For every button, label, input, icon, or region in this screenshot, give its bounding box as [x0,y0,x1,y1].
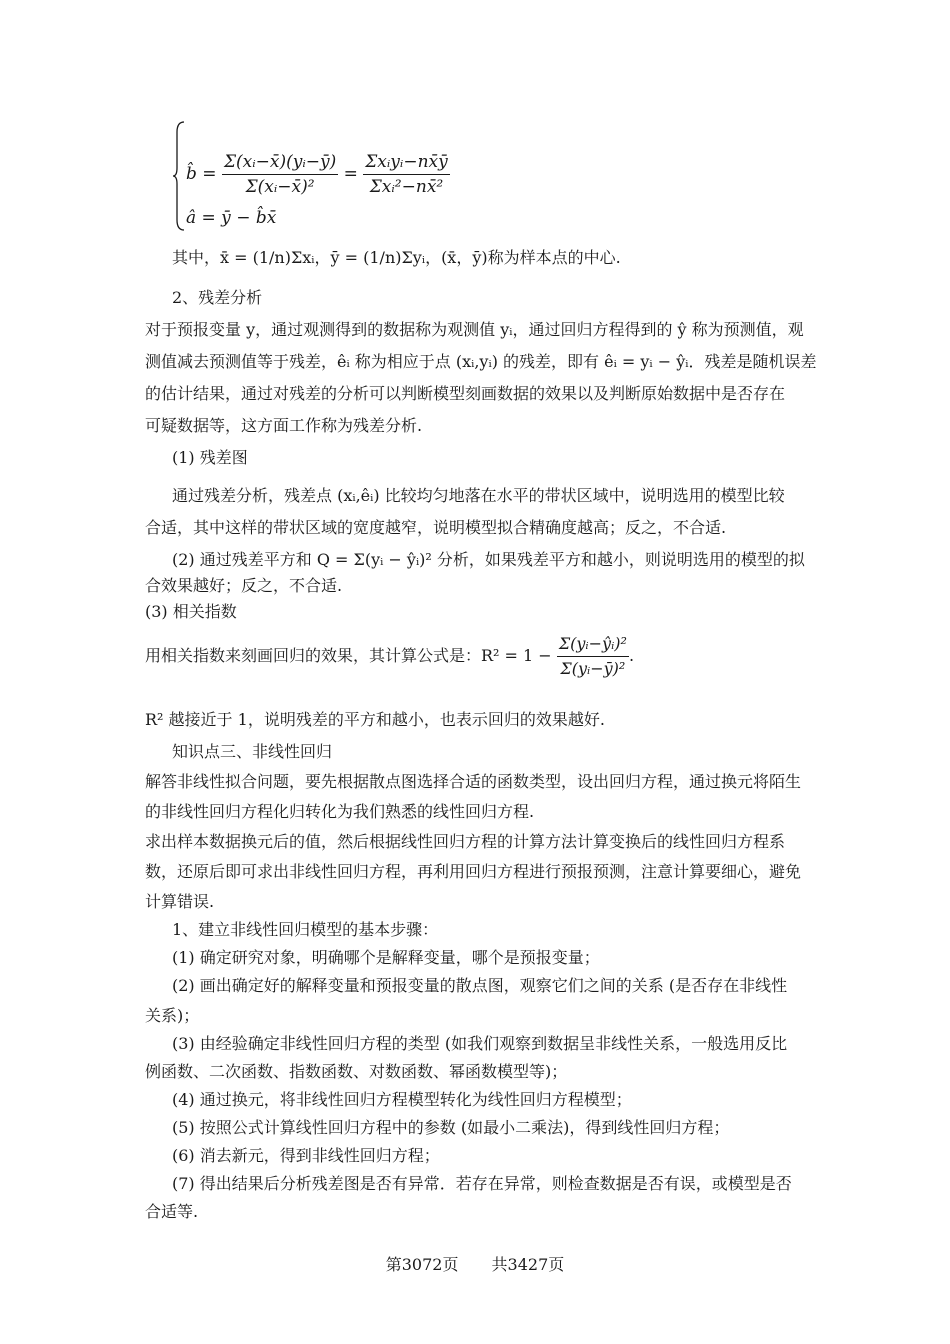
text-line: 的非线性回归方程化归转化为我们熟悉的线性回归方程. [145,802,535,821]
page-number: 第3072页 [385,1255,459,1274]
r2-fraction: $\frac{\text{Σ(yᵢ−ŷᵢ)²}}{\text{Σ(yᵢ−ȳ)²}}$ [558,634,627,678]
b-fraction-2: $\frac{\text{Σxᵢyᵢ−nx̄ȳ}}{\text{Σxᵢ²−nx̄²}}$ [365,152,448,197]
subsection-heading: (3) 相关指数 [145,602,237,621]
text-line: (2) 通过残差平方和 Q = Σ(yᵢ − ŷᵢ)² 分析，如果残差平方和越小，则说明选用的模型的拟 [172,550,805,569]
text-line: 解答非线性拟合问题，要先根据散点图选择合适的函数类型，设出回归方程，通过换元将陌生 [145,772,802,791]
text-line: 合效果越好；反之，不合适. [145,576,343,595]
text-line: 例函数、二次函数、指数函数、对数函数、幂函数模型等)； [145,1062,568,1081]
section-heading: 2、残差分析 [172,288,263,307]
text-line: 其中，x̄ = (1/n)Σxᵢ，ȳ = (1/n)Σyᵢ，(x̄，ȳ)称为样本点的中心. [172,248,621,267]
r2-formula-line: 用相关指数来刻画回归的效果，其计算公式是：R² = 1 − $\frac{\text{Σ(yᵢ−ŷᵢ)²}}{\text{Σ(yᵢ−ȳ)²}}$ . [145,632,634,681]
step-item: (6) 消去新元，得到非线性回归方程； [172,1146,440,1165]
step-item: (5) 按照公式计算线性回归方程中的参数 (如最小二乘法)，得到线性回归方程； [172,1118,730,1137]
text-line: 数，还原后即可求出非线性回归方程，再利用回归方程进行预报预测，注意计算要细心，避免 [145,862,802,881]
step-item: (7) 得出结果后分析残差图是否有异常．若存在异常，则检查数据是否有误，或模型是否 [172,1174,792,1193]
text-line: 合适等. [145,1202,199,1221]
step-item: (2) 画出确定好的解释变量和预报变量的散点图，观察它们之间的关系 (是否存在非线性 [172,976,788,995]
total-pages: 共3427页 [491,1255,565,1274]
text-line: R² 越接近于 1，说明残差的平方和越小，也表示回归的效果越好. [145,710,605,729]
text-line: 求出样本数据换元后的值，然后根据线性回归方程的计算方法计算变换后的线性回归方程系 [145,832,786,851]
r2-formula-text: 用相关指数来刻画回归的效果，其计算公式是：R² = 1 − [145,646,552,665]
text-line: 关系)； [145,1006,200,1025]
text-line: 计算错误. [145,892,215,911]
text-line: 测值减去预测值等于残差，êᵢ 称为相应于点 (xᵢ,yᵢ) 的残差，即有 êᵢ = yᵢ − ŷᵢ．残差是随机误差 [145,352,817,371]
text-line: 的估计结果，通过对残差的分析可以判断模型刻画数据的效果以及判断原始数据中是否存在 [145,384,786,403]
left-brace [172,120,186,232]
step-item: (1) 确定研究对象，明确哪个是解释变量，哪个是预报变量； [172,948,600,967]
text-line: 合适，其中这样的带状区域的宽度越窄，说明模型拟合精确度越高；反之，不合适. [145,518,727,537]
subsection-heading: (1) 残差图 [172,448,248,467]
text-line: 通过残差分析，残差点 (xᵢ,êᵢ) 比较均匀地落在水平的带状区域中，说明选用的模型比较 [172,486,785,505]
b-fraction-1: $\frac{\text{Σ(xᵢ−x̄)(yᵢ−ȳ)}}{\text{Σ(xᵢ−x̄)²}}$ [223,152,337,197]
step-item: (3) 由经验确定非线性回归方程的类型 (如我们观察到数据呈非线性关系，一般选用反比 [172,1034,788,1053]
text-line: 对于预报变量 y，通过观测得到的数据称为观测值 yᵢ，通过回归方程得到的 ŷ 称为预测值，观 [145,320,804,339]
text-line: 可疑数据等，这方面工作称为残差分析. [145,416,423,435]
section-heading: 知识点三、非线性回归 [172,742,333,761]
page-footer [0,1252,950,1275]
step-item: (4) 通过换元，将非线性回归方程模型转化为线性回归方程模型； [172,1090,632,1109]
b-hat-symbol: b̂ [186,164,197,184]
section-heading: 1、建立非线性回归模型的基本步骤： [172,920,439,939]
a-hat-formula: â = ȳ − b̂x̄ [186,208,277,228]
regression-coefficient-formula: b̂ = $\frac{\text{Σ(xᵢ−x̄)(yᵢ−ȳ)}}{\text{Σ(xᵢ−x̄)²}}$ = $\frac{\text{Σxᵢyᵢ−nx̄ȳ}}{\text{Σxᵢ²−nx̄²}}$ â = ȳ − b̂x̄ [172,120,492,232]
